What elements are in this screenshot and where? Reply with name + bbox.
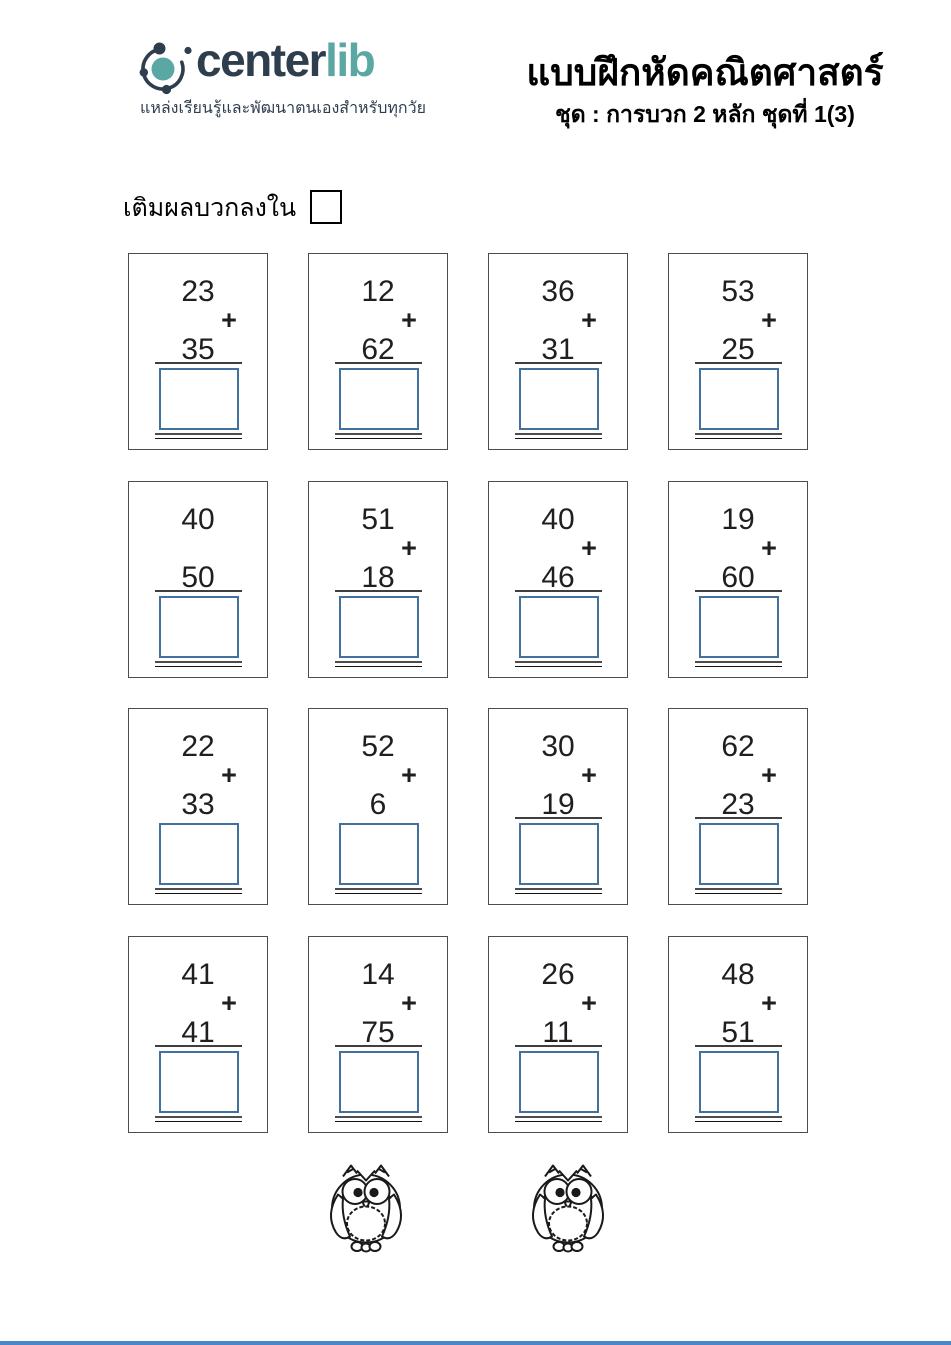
problem-cell <box>308 481 448 678</box>
answer-box[interactable] <box>339 1051 419 1113</box>
sum-line <box>155 362 242 364</box>
result-double-line <box>515 433 602 439</box>
plus-sign: + <box>401 305 417 335</box>
answer-box[interactable] <box>159 1051 239 1113</box>
addend-top: 26 <box>541 958 575 991</box>
sum-line <box>695 362 782 364</box>
result-double-line <box>155 888 242 894</box>
sum-line <box>515 590 602 592</box>
addend-top: 52 <box>361 730 395 763</box>
answer-box[interactable] <box>699 596 779 658</box>
problem-cell <box>308 708 448 905</box>
centerlib-logo-text <box>196 34 374 86</box>
answer-box[interactable] <box>699 1051 779 1113</box>
plus-sign: + <box>401 760 417 790</box>
sum-line <box>335 362 422 364</box>
plus-sign: + <box>221 988 237 1018</box>
sum-line <box>695 590 782 592</box>
answer-box[interactable] <box>159 596 239 658</box>
plus-sign: + <box>221 760 237 790</box>
addend-bottom: 33 <box>181 788 215 821</box>
answer-box[interactable] <box>519 368 599 430</box>
problem-cell <box>128 708 268 905</box>
addend-bottom: 46 <box>541 561 575 594</box>
plus-sign: + <box>401 533 417 563</box>
sum-line <box>155 590 242 592</box>
worksheet-title: แบบฝึกหัดคณิตศาสตร์ <box>526 52 884 93</box>
worksheet-subtitle: ชุด : การบวก 2 หลัก ชุดที่ 1(3) <box>555 101 855 127</box>
page-bottom-edge <box>0 1341 951 1345</box>
problem-cell <box>128 936 268 1133</box>
centerlib-logo-icon <box>139 36 195 100</box>
instruction-row <box>123 188 342 228</box>
plus-sign: + <box>761 988 777 1018</box>
result-double-line <box>155 661 242 667</box>
answer-box[interactable] <box>159 368 239 430</box>
addend-bottom: 62 <box>361 333 395 366</box>
addend-top: 23 <box>181 275 215 308</box>
addend-bottom: 51 <box>721 1016 755 1049</box>
plus-sign: + <box>221 305 237 335</box>
plus-sign: + <box>761 533 777 563</box>
owl-icon <box>523 1158 613 1255</box>
addend-top: 48 <box>721 958 755 991</box>
result-double-line <box>155 1116 242 1122</box>
plus-sign: + <box>581 305 597 335</box>
result-double-line <box>695 1116 782 1122</box>
addend-bottom: 19 <box>541 788 575 821</box>
addend-bottom: 41 <box>181 1016 215 1049</box>
result-double-line <box>695 888 782 894</box>
plus-sign: + <box>401 988 417 1018</box>
addend-top: 12 <box>361 275 395 308</box>
addend-top: 22 <box>181 730 215 763</box>
answer-box[interactable] <box>699 368 779 430</box>
problem-cell <box>488 253 628 450</box>
answer-box[interactable] <box>339 596 419 658</box>
problem-cell <box>668 708 808 905</box>
addend-top: 62 <box>721 730 755 763</box>
problem-cell <box>308 253 448 450</box>
problem-cell <box>488 708 628 905</box>
plus-sign: + <box>581 760 597 790</box>
result-double-line <box>335 888 422 894</box>
sum-line <box>515 1045 602 1047</box>
addend-top: 19 <box>721 503 755 536</box>
result-double-line <box>515 661 602 667</box>
addend-top: 30 <box>541 730 575 763</box>
plus-sign: + <box>581 533 597 563</box>
logo-tagline: แหล่งเรียนรู้และพัฒนาตนเองสำหรับทุกวัย <box>140 100 426 117</box>
addend-top: 40 <box>181 503 215 536</box>
sum-line <box>695 817 782 819</box>
plus-sign: + <box>761 760 777 790</box>
addend-bottom: 75 <box>361 1016 395 1049</box>
sum-line <box>155 1045 242 1047</box>
addend-top: 53 <box>721 275 755 308</box>
problem-cell <box>128 481 268 678</box>
sum-line <box>515 362 602 364</box>
result-double-line <box>155 433 242 439</box>
title-block <box>520 50 890 129</box>
plus-sign: + <box>581 988 597 1018</box>
addend-bottom: 6 <box>369 788 387 821</box>
sum-line <box>515 817 602 819</box>
addend-bottom: 31 <box>541 333 575 366</box>
addend-bottom: 23 <box>721 788 755 821</box>
problem-cell <box>668 481 808 678</box>
addend-top: 51 <box>361 503 395 536</box>
addend-bottom: 35 <box>181 333 215 366</box>
addend-bottom: 25 <box>721 333 755 366</box>
problem-cell <box>668 936 808 1133</box>
instruction-text: เติมผลบวกลงใน <box>123 194 297 222</box>
answer-box[interactable] <box>159 823 239 885</box>
problem-cell <box>668 253 808 450</box>
answer-box[interactable] <box>339 368 419 430</box>
problem-cell <box>128 253 268 450</box>
addend-bottom: 11 <box>542 1016 574 1049</box>
sum-line <box>335 590 422 592</box>
addend-bottom: 60 <box>721 561 755 594</box>
problem-cell <box>488 481 628 678</box>
result-double-line <box>695 433 782 439</box>
answer-box-example <box>310 190 342 224</box>
addend-top: 14 <box>361 958 395 991</box>
answer-box[interactable] <box>519 823 599 885</box>
addend-top: 40 <box>541 503 575 536</box>
sum-line <box>695 1045 782 1047</box>
owl-icon <box>321 1158 411 1255</box>
result-double-line <box>335 433 422 439</box>
result-double-line <box>515 1116 602 1122</box>
addend-bottom: 18 <box>361 561 395 594</box>
result-double-line <box>335 661 422 667</box>
addend-top: 41 <box>181 958 215 991</box>
answer-box[interactable] <box>699 823 779 885</box>
answer-box[interactable] <box>519 596 599 658</box>
brand-secondary: lib <box>325 34 375 86</box>
result-double-line <box>335 1116 422 1122</box>
answer-box[interactable] <box>519 1051 599 1113</box>
plus-sign: + <box>761 305 777 335</box>
problem-cell <box>488 936 628 1133</box>
problem-cell <box>308 936 448 1133</box>
answer-box[interactable] <box>339 823 419 885</box>
brand-primary: center <box>196 34 326 86</box>
addend-bottom: 50 <box>181 561 215 594</box>
addend-top: 36 <box>541 275 575 308</box>
result-double-line <box>695 661 782 667</box>
sum-line <box>335 1045 422 1047</box>
result-double-line <box>515 888 602 894</box>
